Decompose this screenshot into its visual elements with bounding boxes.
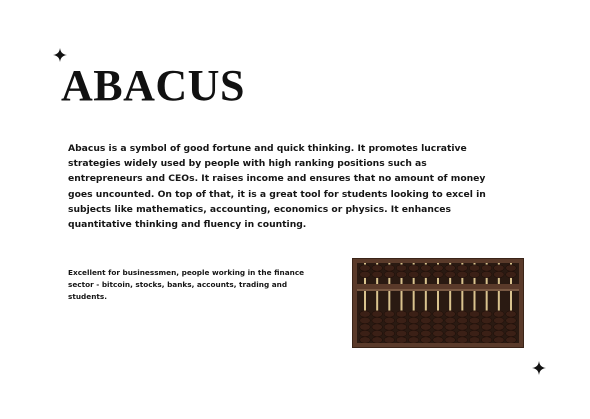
abacus-bead	[384, 330, 395, 336]
abacus-bead	[396, 337, 407, 343]
abacus-bead	[384, 311, 395, 317]
abacus-bead	[469, 311, 480, 317]
abacus-bead	[396, 265, 407, 271]
abacus-bead	[457, 317, 468, 323]
intro-paragraph: Abacus is a symbol of good fortune and quick thinking. It promotes lucrative strategies widely used by people with high ranking positions such as entrepreneurs and CEOs. It raises income and ensures that no amount of money goes uncounted. On top of that, it is a great tool for students looking to excel in subjects like mathematics, accounting, economics or physics. It enhances quantitative thinking and fluency in counting.	[68, 143, 486, 231]
abacus-bead	[421, 324, 432, 330]
abacus-bead	[360, 265, 371, 271]
abacus-bead	[457, 311, 468, 317]
abacus-bead	[360, 317, 371, 323]
abacus-bead	[481, 311, 492, 317]
abacus-bead	[457, 324, 468, 330]
abacus-bead	[396, 324, 407, 330]
abacus-bead	[372, 311, 383, 317]
abacus-bead	[396, 330, 407, 336]
abacus-bead	[396, 271, 407, 277]
abacus-bead	[506, 271, 517, 277]
abacus-bead	[433, 317, 444, 323]
abacus-bead	[445, 324, 456, 330]
abacus-bead	[421, 337, 432, 343]
abacus-bead	[372, 317, 383, 323]
sparkle-star-icon	[532, 361, 546, 375]
page-title: ABACUS	[61, 61, 245, 110]
abacus-bead	[433, 311, 444, 317]
abacus-bead	[469, 330, 480, 336]
sparkle-star-icon	[53, 48, 67, 62]
abacus-bead	[360, 271, 371, 277]
abacus-bead	[494, 337, 505, 343]
abacus-bead	[469, 317, 480, 323]
abacus-bead	[481, 317, 492, 323]
abacus-bead	[421, 271, 432, 277]
abacus-bead	[481, 337, 492, 343]
abacus-bead	[384, 271, 395, 277]
abacus-bead	[396, 311, 407, 317]
abacus-bead	[372, 265, 383, 271]
abacus-bead	[457, 330, 468, 336]
abacus-bead	[506, 337, 517, 343]
abacus-bead	[433, 337, 444, 343]
audience-paragraph: Excellent for businessmen, people working in the finance sector - bitcoin, stocks, banks, accounts, trading and students.	[68, 268, 305, 301]
abacus-bead	[457, 265, 468, 271]
abacus-bead	[372, 324, 383, 330]
abacus-bead	[421, 330, 432, 336]
abacus-bead	[506, 311, 517, 317]
abacus-bead	[421, 317, 432, 323]
abacus-bead	[445, 265, 456, 271]
abacus-bead	[384, 324, 395, 330]
abacus-bead	[457, 337, 468, 343]
abacus-bead	[433, 265, 444, 271]
abacus-bead	[494, 317, 505, 323]
abacus-bead	[360, 337, 371, 343]
abacus-bead	[469, 337, 480, 343]
abacus-bead	[408, 271, 419, 277]
abacus-bead	[360, 324, 371, 330]
abacus-bead	[506, 265, 517, 271]
abacus-bead	[408, 265, 419, 271]
abacus-bead	[445, 337, 456, 343]
abacus-bead	[457, 271, 468, 277]
abacus-bead	[481, 271, 492, 277]
abacus-bead	[421, 311, 432, 317]
abacus-bead	[506, 324, 517, 330]
abacus-bead	[494, 265, 505, 271]
abacus-bead	[481, 330, 492, 336]
abacus-bead	[433, 271, 444, 277]
abacus-bead	[494, 311, 505, 317]
abacus-bead	[421, 265, 432, 271]
abacus-bead	[494, 330, 505, 336]
abacus-bead	[396, 317, 407, 323]
abacus-bead	[445, 317, 456, 323]
abacus-bead	[494, 324, 505, 330]
abacus-bead	[481, 324, 492, 330]
abacus-image	[352, 258, 524, 348]
abacus-bead	[372, 337, 383, 343]
abacus-bead	[408, 337, 419, 343]
abacus-bead	[469, 271, 480, 277]
abacus-bead	[506, 317, 517, 323]
abacus-bead	[372, 271, 383, 277]
abacus-bead	[408, 324, 419, 330]
abacus-bead	[408, 330, 419, 336]
abacus-bead	[408, 317, 419, 323]
abacus-bead	[445, 311, 456, 317]
abacus-bead	[469, 324, 480, 330]
abacus-bead	[433, 324, 444, 330]
abacus-bead	[384, 337, 395, 343]
abacus-bead	[360, 330, 371, 336]
abacus-bead	[384, 265, 395, 271]
abacus-bead	[360, 311, 371, 317]
abacus-bead	[506, 330, 517, 336]
abacus-bead	[384, 317, 395, 323]
abacus-bead	[445, 271, 456, 277]
abacus-bead	[481, 265, 492, 271]
abacus-bead	[445, 330, 456, 336]
abacus-bead	[372, 330, 383, 336]
abacus-bead	[494, 271, 505, 277]
abacus-bead	[469, 265, 480, 271]
abacus-bead	[408, 311, 419, 317]
abacus-bead	[433, 330, 444, 336]
